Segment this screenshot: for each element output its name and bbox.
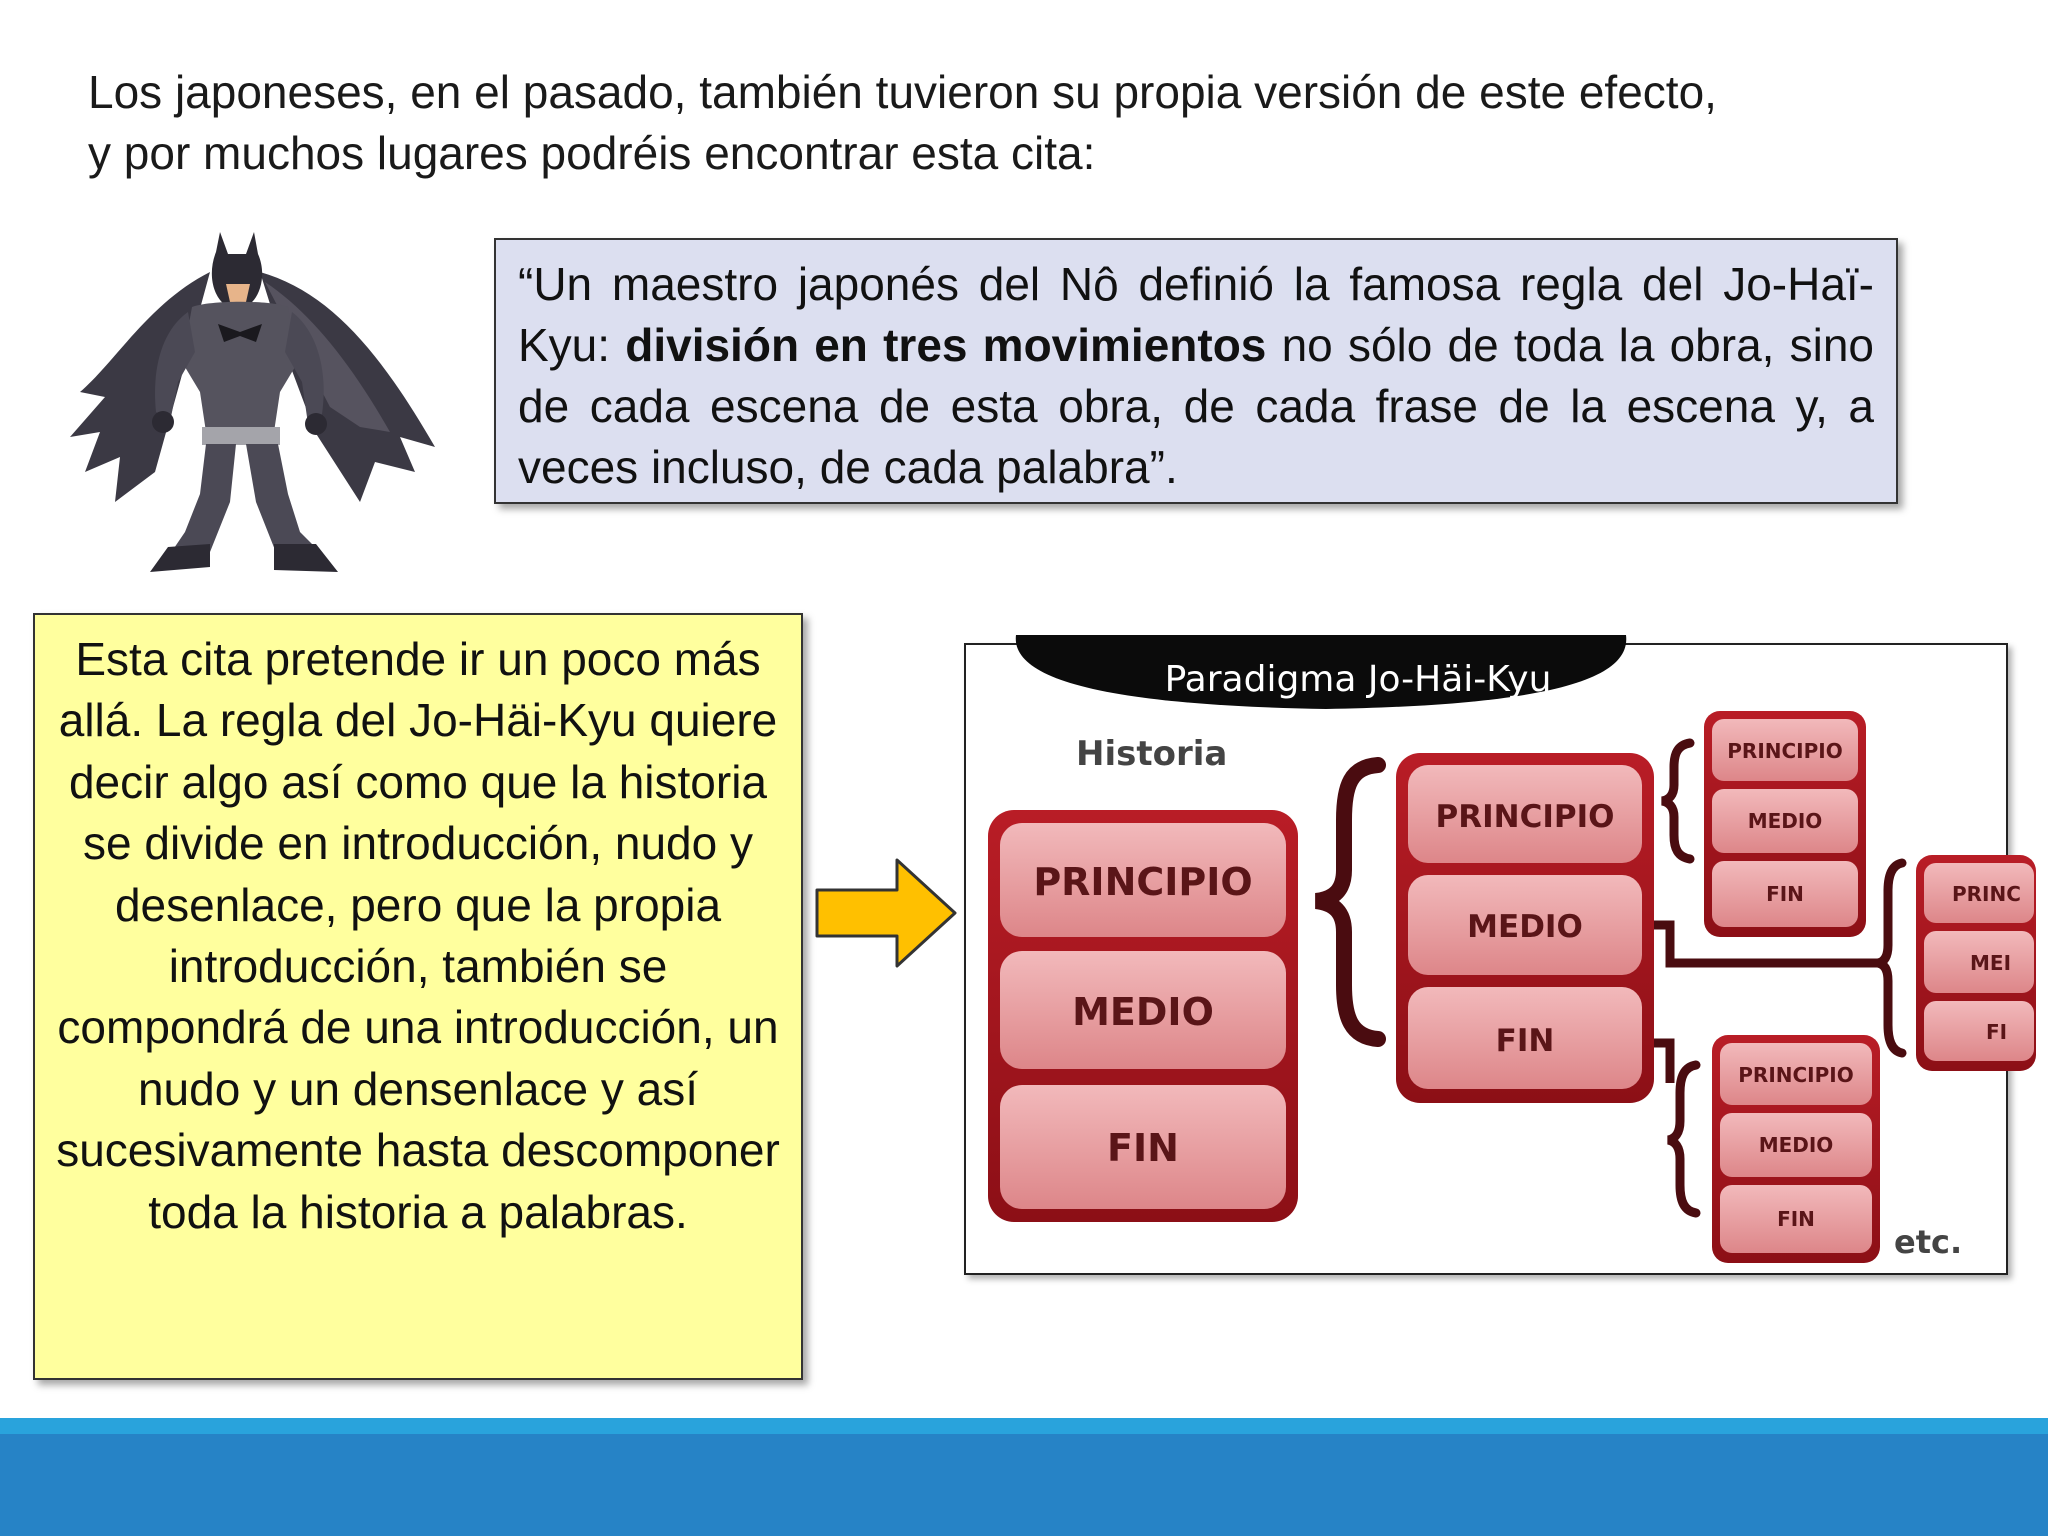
- intro-text: [88, 62, 1988, 184]
- footer-bar: [0, 1434, 2048, 1536]
- main-medio: MEDIO: [1072, 990, 1214, 1034]
- level2-column: [1396, 753, 1654, 1103]
- level2-fin: FIN: [1495, 1023, 1555, 1059]
- jo-hai-kyu-diagram: [964, 643, 2021, 1275]
- main-fin: FIN: [1107, 1126, 1179, 1170]
- main-column: [988, 810, 1298, 1222]
- brace-3: [1668, 1065, 1696, 1213]
- intro-line-2: y por muchos lugares podréis encontrar esta cita:: [88, 127, 1096, 179]
- level3-right-principio: PRINC: [1952, 882, 2021, 906]
- quote-text-end: no sólo de toda la obra, sino de cada escena de esta obra, de cada frase de la escena y, a veces incluso, de cada palabra”.: [518, 319, 1875, 493]
- level3-bottom-column: [1712, 1035, 1880, 1263]
- main-principio: PRINCIPIO: [1033, 860, 1253, 904]
- quote-emphasis: división en tres movimientos: [625, 319, 1267, 371]
- brace-4: [1878, 863, 1902, 1053]
- quote-box: [494, 238, 1898, 504]
- intro-line-1: Los japoneses, en el pasado, también tuvieron su propia versión de este efecto,: [88, 66, 1717, 118]
- level3-top-fin: FIN: [1766, 882, 1804, 906]
- diagram-title: Paradigma Jo-Häi-Kyu: [1164, 659, 1552, 700]
- level3-right-fin: FI: [1986, 1020, 2008, 1044]
- level3-bottom-fin: FIN: [1777, 1207, 1815, 1231]
- brace-1: [1316, 765, 1378, 1039]
- level3-right-column: [1916, 855, 2036, 1071]
- level3-right-medio: MEI: [1970, 951, 2012, 975]
- quote-text-start: “Un maestro japonés del Nô definió la famosa regla del Jo-Haï-Kyu:: [518, 258, 1874, 371]
- right-arrow-icon: [815, 858, 957, 968]
- historia-label: Historia: [1076, 734, 1228, 774]
- level3-top-principio: PRINCIPIO: [1727, 739, 1843, 763]
- level3-top-medio: MEDIO: [1747, 809, 1823, 833]
- batman-figure: [60, 232, 450, 582]
- brace-2: [1662, 743, 1690, 859]
- explanation-box: [33, 613, 803, 1380]
- level3-bottom-principio: PRINCIPIO: [1738, 1063, 1854, 1087]
- footer-accent-line: [0, 1418, 2048, 1434]
- level3-top-column: [1704, 711, 1866, 937]
- level2-principio: PRINCIPIO: [1435, 799, 1615, 835]
- connector-fin: [1654, 1043, 1670, 1083]
- explanation-text: Esta cita pretende ir un poco más allá. La regla del Jo-Häi-Kyu quiere decir algo así como que la historia se divide en introducción, nudo y desenlace, pero que la propia introducción, también se compondrá de una introducción, un nudo y un densenlace y así sucesivamente hasta descomponer toda la historia a palabras.: [56, 633, 780, 1238]
- etc-label: etc.: [1894, 1223, 1963, 1261]
- level3-bottom-medio: MEDIO: [1758, 1133, 1834, 1157]
- level2-medio: MEDIO: [1467, 909, 1583, 945]
